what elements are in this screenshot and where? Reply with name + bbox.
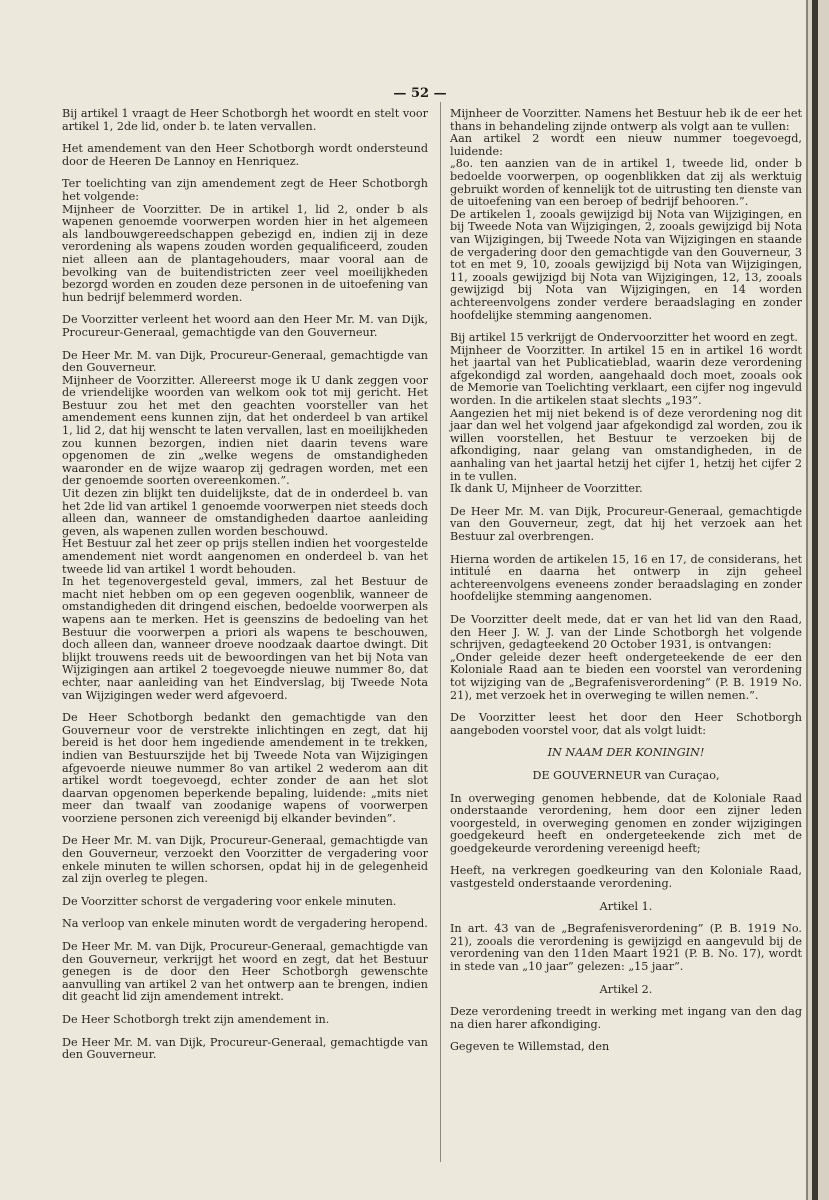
article-heading: Artikel 1. bbox=[599, 899, 653, 913]
paragraph: Na verloop van enkele minuten wordt de vergadering heropend. bbox=[62, 917, 428, 931]
page-number: — 52 — bbox=[393, 86, 447, 101]
paragraph: De Heer Schotborgh bedankt den gemachtigde van den Gouverneur voor de verstrekte inlichtingen en zegt, dat hij bereid is het door hem ingediende amendement in te trekken, indien van Bestuurszijde het bij Tweede Nota van Wijzigingen afgevoerde nieuwe nummer 8o van artikel 2 wederom aan dit artikel wordt toegevoegd, echter zonder de aan het slot daarvan opgenomen beperkende bepaling, luidende: „mits niet meer dan twaalf van zoodanige wapens of voorwerpen voorziene personen zich vereenigd bij elkander bevinden”. bbox=[62, 711, 428, 825]
paragraph: De Voorzitter verleent het woord aan den Heer Mr. M. van Dijk, Procureur-Generaal, gemachtigde van den Gouverneur. bbox=[62, 313, 428, 339]
paragraph: In het tegenovergesteld geval, immers, zal het Bestuur de macht niet hebben om op een gegeven oogenblik, wanneer de omstandigheden dit dringend eischen, bedoelde voorwerpen als wapens aan te merken. Het is geenszins de bedoeling van het Bestuur die voorwerpen a priori als wapens te beschouwen, doch alleen dan, wanneer droeve noodzaak daartoe dwingt. Dit blijkt trouwens reeds uit de bewoordingen van het bij Nota van Wijzigingen aan artikel 2 toegevoegde nieuwe nummer 8o, dat echter, naar aanleiding van het Eindverslag, bij Tweede Nota van Wijzigingen weder werd afgevoerd. bbox=[62, 575, 428, 702]
paragraph: De Heer Mr. M. van Dijk, Procureur-Generaal, gemachtigde van den Gouverneur. bbox=[62, 1035, 428, 1062]
paragraph: De Heer Mr. M. van Dijk, Procureur-Generaal, gemachtigde van den Gouverneur, verkrijgt het woord en zegt, dat het Bestuur genegen is de door den Heer Schotborgh gewenschte aanvulling van artikel 2 van het ontwerp aan te brengen, indien dit geacht lid zijn amendement intrekt. bbox=[62, 940, 428, 1004]
paragraph: De Voorzitter schorst de vergadering voor enkele minuten. bbox=[62, 894, 397, 908]
paragraph: Heeft, na verkregen goedkeuring van den Koloniale Raad, vastgesteld onderstaande verordening. bbox=[450, 864, 802, 891]
paragraph: Mijnheer de Voorzitter. De in artikel 1, lid 2, onder b als wapenen genoemde voorwerpen worden hier in het algemeen als landbouwgereedschappen gebezigd en, indien zij in deze verordening als wapens zouden worden gequalificeerd, zouden niet alleen aan de plantagehouders, maar vooral aan de bevolking van de buitendistricten zeer veel moeilijkheden bezorgd worden en zouden deze personen in de uitoefening van hun bedrijf belemmerd worden. bbox=[62, 202, 428, 304]
paragraph: De Heer Mr. M. van Dijk, Procureur-Generaal, gemachtigde van den Gouverneur, verzoekt den Voorzitter de vergadering voor enkele minuten te willen schorsen, opdat hij in de gelegenheid zal zijn overleg te plegen. bbox=[62, 834, 428, 886]
governor-heading: DE GOUVERNEUR van Curaçao, bbox=[532, 768, 720, 782]
paragraph: De Heer Mr. M. van Dijk, Procureur-Generaal, gemachtigde van den Gouverneur, zegt, dat hij het verzoek aan het Bestuur zal overbrengen. bbox=[450, 504, 802, 543]
paragraph: Bij artikel 1 vraagt de Heer Schotborgh het woordt en stelt voor artikel 1, 2de lid, onder b. te laten vervallen. bbox=[62, 107, 428, 133]
paragraph: Uit dezen zin blijkt ten duidelijkste, dat de in onderdeel b. van het 2de lid van artikel 1 genoemde voorwerpen niet steeds doch alleen dan, wanneer de omstandigheden daartoe aanleiding geven, als wapenen zullen worden beschouwd. bbox=[62, 487, 428, 538]
paragraph: Aangezien het mij niet bekend is of deze verordening nog dit jaar dan wel het volgend jaar afgekondigd zal worden, zou ik willen voorstellen, het Bestuur te verzoeken bij de afkondiging, naar gelang van omstandigheden, in de aanhaling van het jaartal hetzij het cijfer 1, hetzij het cijfer 2 in te vullen. bbox=[450, 406, 802, 483]
paragraph: Gegeven te Willemstad, den bbox=[450, 1040, 610, 1054]
paragraph: Ter toelichting van zijn amendement zegt de Heer Schotborgh het volgende: bbox=[62, 177, 428, 203]
paragraph: Deze verordening treedt in werking met ingang van den dag na dien harer afkondiging. bbox=[450, 1005, 802, 1031]
paragraph: Bij artikel 15 verkrijgt de Ondervoorzitter het woord en zegt. bbox=[450, 331, 798, 345]
paragraph: Mijnheer de Voorzitter. Allereerst moge ik U dank zeggen voor de vriendelijke woorden van welkom ook tot mij gericht. Het Bestuur zou het met den geachten voorsteller van het amendement eens kunnen zijn, dat het onderdeel b van artikel 1, lid 2, dat hij wenscht te laten vervallen, last en moeilijkheden zou kunnen bezorgen, indien niet daarin tevens ware opgenomen de zin „welke wegens de omstandigheden waaronder en de wijze waarop zij gedragen worden, met een der genoemde soorten overeenkomen.”. bbox=[62, 373, 428, 488]
paragraph: Mijnheer de Voorzitter. In artikel 15 en in artikel 16 wordt het jaartal van het Publicatieblad, waarin deze verordening afgekondigd zal worden, aangehaald doch moet, zooals ook de Memorie van Toelichting verklaart, een cijfer nog ingevuld worden. In die artikelen staat slechts „193”. bbox=[450, 343, 802, 408]
paragraph: De Heer Mr. M. van Dijk, Procureur-Generaal, gemachtigde van den Gouverneur. bbox=[62, 348, 428, 375]
paragraph: De Heer Schotborgh trekt zijn amendement in. bbox=[62, 1013, 330, 1026]
paragraph: Het amendement van den Heer Schotborgh wordt ondersteund door de Heeren De Lannoy en Henriquez. bbox=[62, 142, 428, 168]
paragraph: De Voorzitter leest het door den Heer Schotborgh aangeboden voorstel voor, dat als volgt luidt: bbox=[450, 711, 802, 737]
paragraph: Het Bestuur zal het zeer op prijs stellen indien het voorgestelde amendement niet wordt aangenomen en onderdeel b. van het tweede lid van artikel 1 wordt behouden. bbox=[62, 537, 428, 576]
proclamation-heading: IN NAAM DER KONINGIN! bbox=[547, 746, 705, 760]
paragraph: „Onder geleide dezer heeft ondergeteekende de eer den Koloniale Raad aan te bieden een voorstel van verordening tot wijziging van de „Begrafenisverordening” (P. B. 1919 No. 21), met verzoek het in overweging te willen nemen.”. bbox=[450, 650, 802, 702]
paragraph: De artikelen 1, zooals gewijzigd bij Nota van Wijzigingen, en bij Tweede Nota van Wijzigingen, 2, zooals gewijzigd bij Nota van Wijzigingen, bij Tweede Nota van Wijzigingen en staande de vergadering door den gemachtigde van den Gouverneur, 3 tot en met 9, 10, zooals gewijzigd bij Nota van Wijzigingen, 11, zooals gewijzigd bij Nota van Wijzigingen, 12, 13, zooals gewijzigd bij Nota van Wijzigingen, en 14 worden achtereenvolgens zonder verdere beraadslaging en zonder hoofdelijke stemming aangenomen. bbox=[450, 207, 802, 322]
paragraph: „8o. ten aanzien van de in artikel 1, tweede lid, onder b bedoelde voorwerpen, op oogenblikken dat zij als werktuig gebruikt worden of kennelijk tot de uitrusting ten dienste van de uitoefening van een beroep of bedrijf behooren.”. bbox=[450, 157, 802, 209]
left-column bbox=[62, 108, 428, 1072]
paragraph: Hierna worden de artikelen 15, 16 en 17, de considerans, het intitulé en daarna het ontwerp in zijn geheel achtereenvolgens eveneens zonder beraadslaging en zonder hoofdelijke stemming aangenomen. bbox=[450, 552, 802, 604]
paragraph: De Voorzitter deelt mede, dat er van het lid van den Raad, den Heer J. W. J. van der Linde Schotborgh het volgende schrijven, gedagteekend 20 October 1931, is ontvangen: bbox=[450, 612, 802, 652]
paragraph: Mijnheer de Voorzitter. Namens het Bestuur heb ik de eer het thans in behandeling zijnde ontwerp als volgt aan te vullen: bbox=[450, 107, 802, 133]
paragraph: Aan artikel 2 wordt een nieuw nummer toegevoegd, luidende: bbox=[450, 132, 802, 158]
right-column bbox=[450, 108, 802, 1064]
paragraph: Ik dank U, Mijnheer de Voorzitter. bbox=[450, 482, 643, 496]
paragraph: In overweging genomen hebbende, dat de Koloniale Raad onderstaande verordening, hem door een zijner leden voorgesteld, in overweging genomen en zonder wijzigingen goedgekeurd heeft en ondergeteekende zich met de goedgekeurde verordening vereenigd heeft; bbox=[450, 791, 802, 855]
column-divider bbox=[440, 102, 441, 1162]
binding-shadow bbox=[812, 0, 818, 1200]
paragraph: In art. 43 van de „Begrafenisverordening” (P. B. 1919 No. 21), zooals die verordening is gewijzigd en aangevuld bij de verordening van den 11den Maart 1921 (P. B. No. 17), wordt in stede van „10 jaar” gelezen: „15 jaar”. bbox=[450, 922, 802, 974]
article-heading: Artikel 2. bbox=[599, 982, 653, 996]
